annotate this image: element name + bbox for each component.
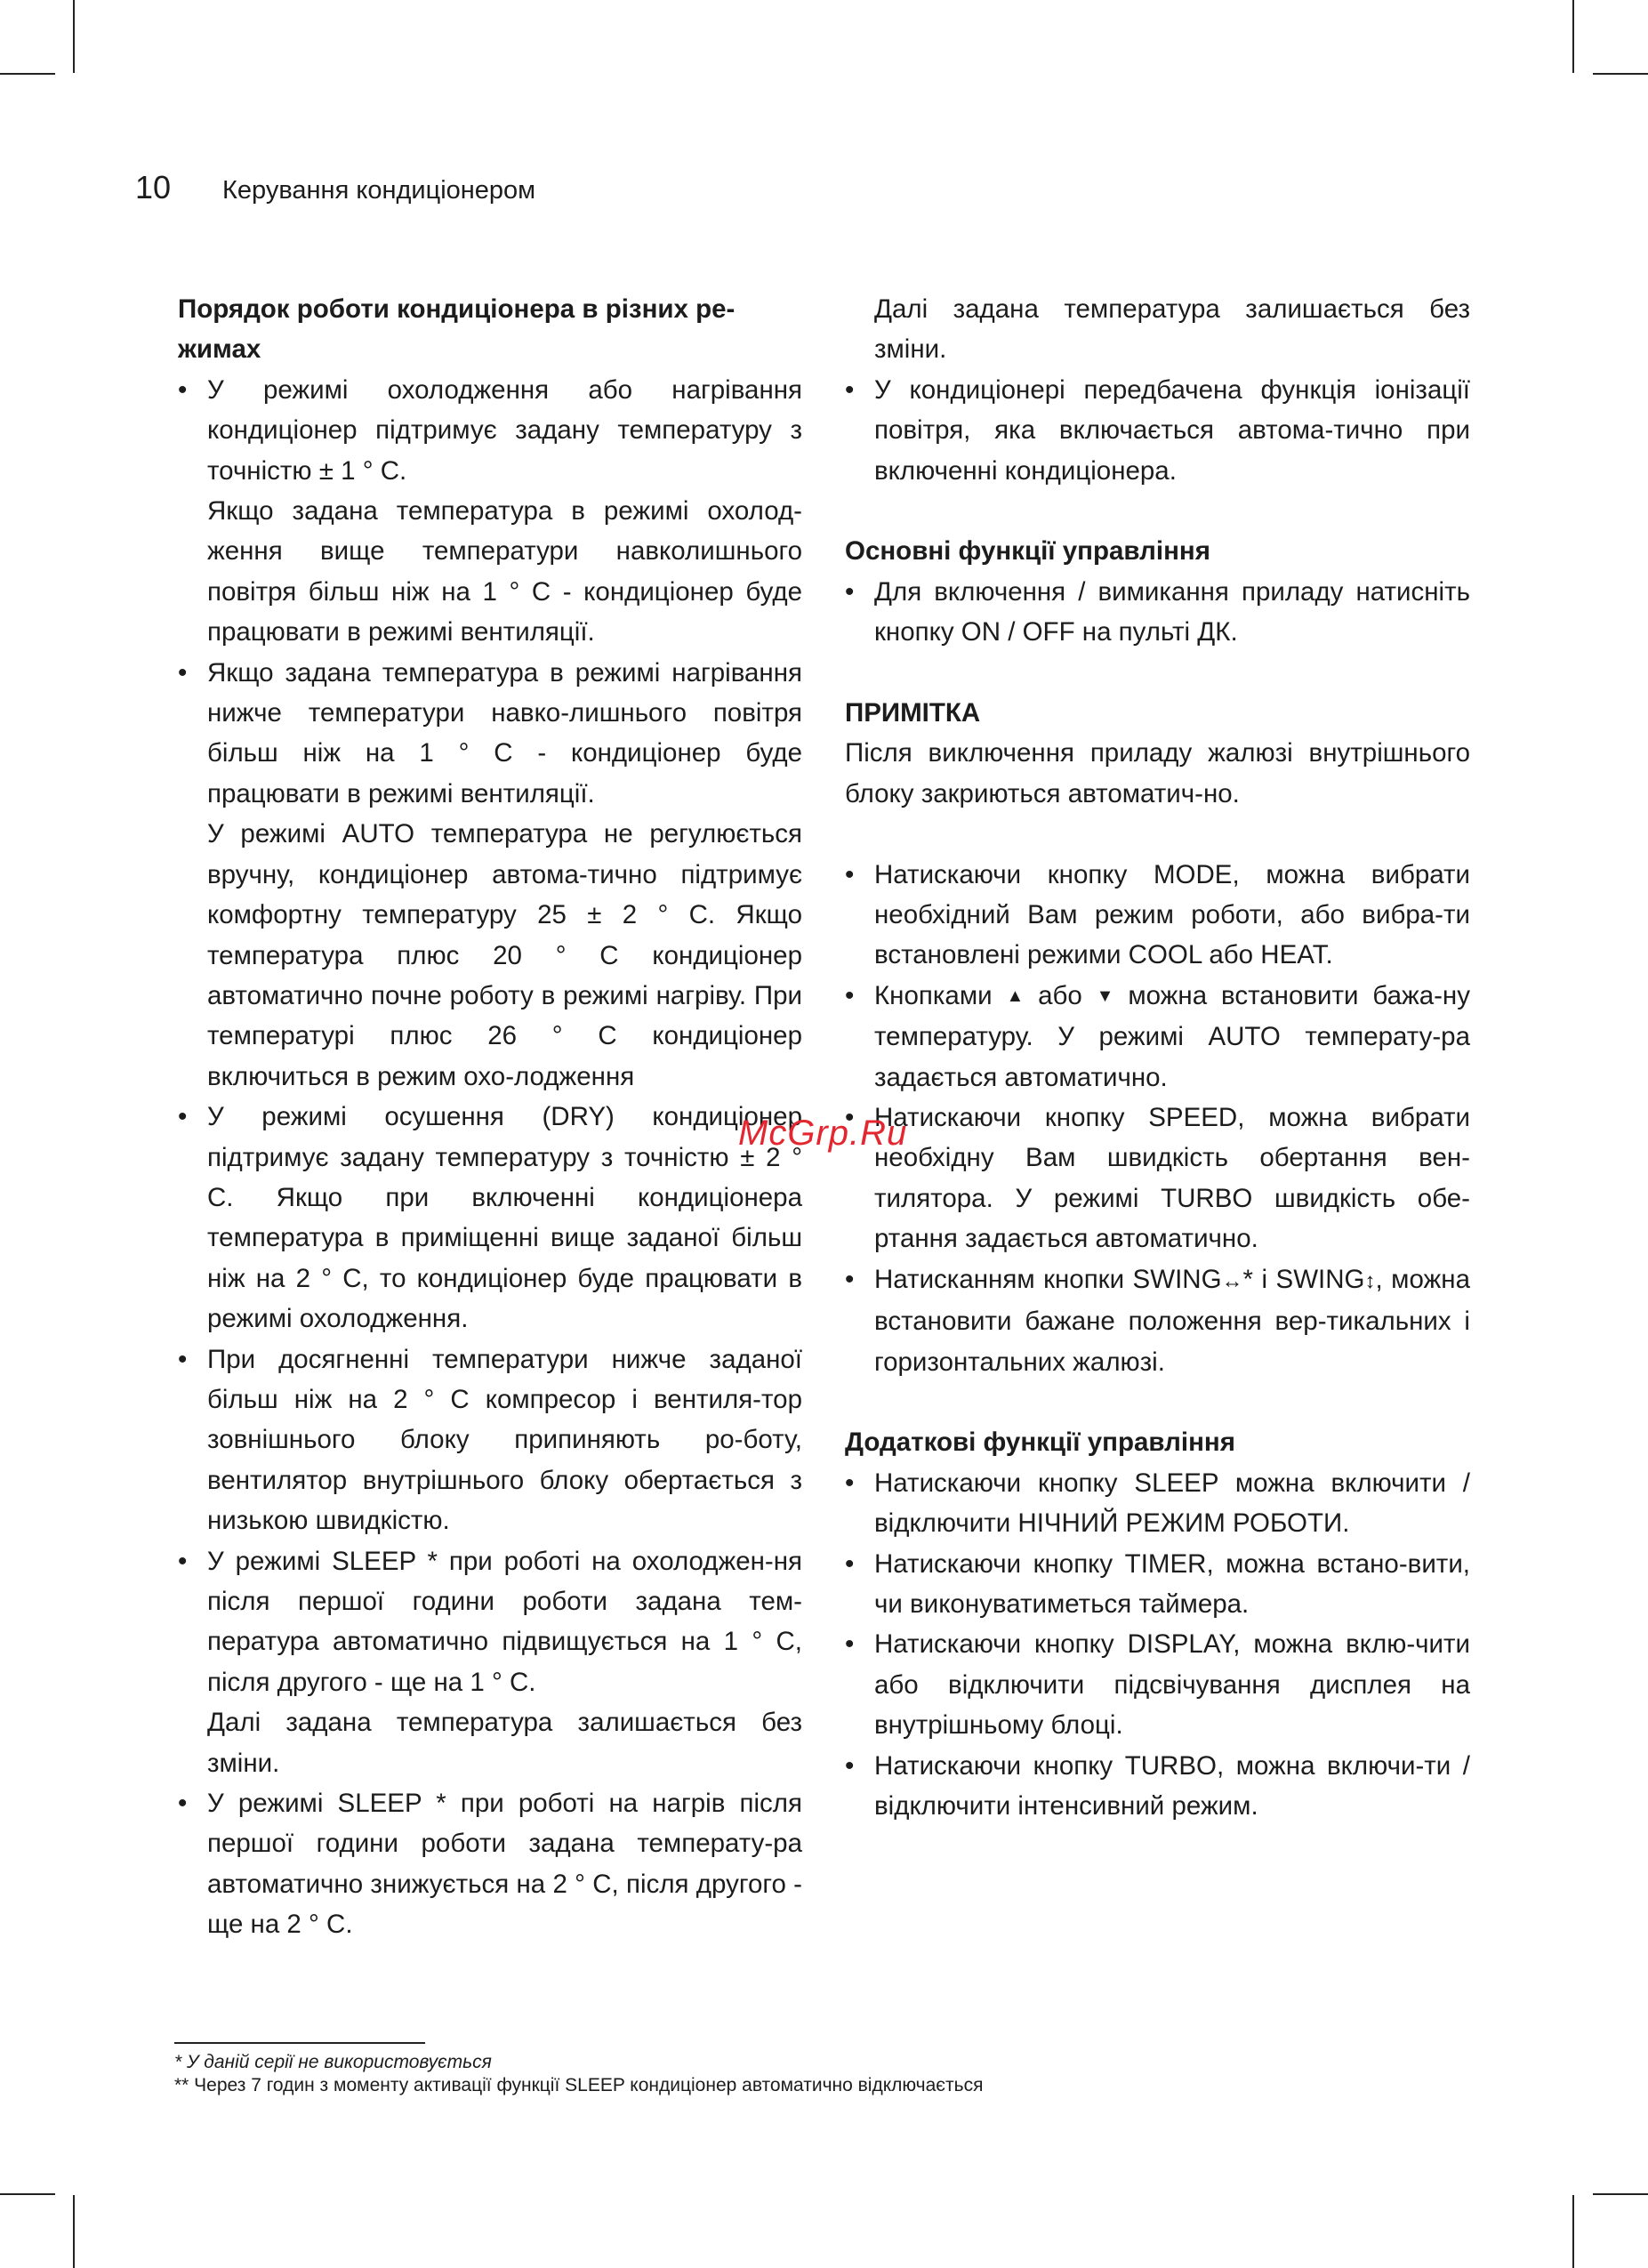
list-item-extra: Далі задана температура залишається без зміни. — [207, 1708, 802, 1778]
right-column — [845, 289, 1470, 1826]
list-item: • Натискаючи кнопку TIMER, можна встано-вити, чи виконуватиметься таймера. — [845, 1544, 1470, 1625]
additional-functions-list — [845, 1463, 1470, 1827]
controls-list — [845, 855, 1470, 1382]
crop-mark — [1572, 0, 1574, 73]
list-item-text: * і SWING — [1242, 1264, 1365, 1294]
list-item: • Натискаючи кнопку MODE, можна вибрати необхідний Вам режим роботи, або вибра-ти встановлені режими COOL або HEAT. — [845, 855, 1470, 976]
section-heading-modes: Порядок роботи кондиціонера в різних ре-жимах — [178, 294, 736, 365]
list-item-text: Натисканням кнопки SWING — [874, 1264, 1222, 1294]
list-item: • У кондиціонері передбачена функція іонізації повітря, яка включається автома-тично при включенні кондиціонера. — [845, 370, 1470, 491]
list-item: • Натискаючи кнопку SLEEP можна включити / відключити НІЧНИЙ РЕЖИМ РОБОТИ. — [845, 1463, 1470, 1544]
list-item-extra: Якщо задана температура в режимі охолод-ження вище температури навколишнього повітря більш ніж на 1 ° С - кондиціонер буде працювати в режимі вентиляції. — [207, 496, 802, 647]
list-item: • Натискаючи кнопку SPEED, можна вибрати необхідну Вам швидкість обертання вен-тилятора. У режимі TURBO швидкість обе-ртання задається автоматично. — [845, 1098, 1470, 1259]
list-item-text: У режимі охолодження або нагрівання кондиціонер підтримує задану температуру з точністю ± 1 ° С. — [207, 374, 802, 486]
crop-mark — [0, 73, 55, 75]
running-title: Керування кондиціонером — [222, 176, 536, 205]
list-item — [845, 1259, 1470, 1382]
up-arrow-icon: ▲ — [1006, 985, 1025, 1006]
footnote-1: * У даній серії не використовується — [174, 2052, 492, 2072]
left-column — [178, 289, 802, 1945]
list-item-text: У режимі SLEEP * при роботі на нагрів після першої години роботи задана температу-ра автоматично знижується на 2 ° С, після другого - ще на 2 ° С. — [207, 1789, 802, 1940]
list-item-text: можна встановити бажа-ну температуру. У режимі AUTO температу-ра задається автоматично. — [874, 980, 1470, 1092]
swing-vertical-icon: ↕ — [1364, 1268, 1376, 1293]
list-item — [178, 1541, 802, 1783]
list-item: • Для включення / вимикання приладу натисніть кнопку ON / OFF на пульті ДК. — [845, 572, 1470, 653]
section-heading-basic: Основні функції управління — [845, 536, 1210, 567]
footnotes — [174, 2051, 983, 2097]
list-item-text: Якщо задана температура в режимі нагрівання нижче температури навко-лишнього повітря більш ніж на 1 ° С - кондиціонер буде працювати в режимі вентиляції. — [207, 657, 802, 808]
footnote-2: ** Через 7 годин з моменту активації функції SLEEP кондиціонер автоматично відключається — [174, 2075, 984, 2095]
crop-mark — [1572, 2195, 1574, 2268]
list-item: • Натискаючи кнопку DISPLAY, можна вклю-чити або відключити підсвічування дисплея на внутрішньому блоці. — [845, 1624, 1470, 1745]
list-item — [178, 1783, 802, 1945]
down-arrow-icon: ▼ — [1096, 985, 1114, 1006]
crop-mark — [73, 0, 75, 73]
crop-mark — [0, 2193, 55, 2195]
continuation-paragraph: Далі задана температура залишається без зміни. — [874, 294, 1470, 365]
list-item — [178, 370, 802, 653]
list-item-text: При досягненні температури нижче заданої більш ніж на 2 ° С компресор і вентиля-тор зовнішнього блоку припиняють ро-боту, вентилятор внутрішнього блоку обертається з низькою швидкістю. — [207, 1344, 802, 1536]
swing-horizontal-icon: ↔ — [1221, 1268, 1243, 1293]
list-item-text: У режимі SLEEP * при роботі на охолоджен-ня після першої години роботи задана тем-пература автоматично підвищується на 1 ° С, після другого - ще на 1 ° С. — [207, 1546, 802, 1697]
note-text: Після виключення приладу жалюзі внутрішнього блоку закриються автоматич-но. — [845, 738, 1470, 808]
modes-list — [178, 370, 802, 1945]
ionization-list — [845, 370, 1470, 491]
list-item — [178, 653, 802, 1097]
page-header — [135, 169, 535, 206]
list-item — [845, 976, 1470, 1098]
footnote-divider — [174, 2042, 425, 2044]
note-heading: ПРИМІТКА — [845, 698, 981, 728]
list-item: • Натискаючи кнопку TURBO, можна включи-ти / відключити інтенсивний режим. — [845, 1746, 1470, 1827]
list-item-text: або — [1038, 980, 1082, 1010]
list-item-text: У режимі осушення (DRY) кондиціонер підтримує задану температуру з точністю ± 2 ° С. Якщо при включенні кондиціонера температура в приміщенні вище заданої більш ніж на 2 ° С, то кондиціонер буде працювати в режимі охолодження. — [207, 1102, 802, 1334]
crop-mark — [73, 2195, 75, 2268]
basic-functions-list — [845, 572, 1470, 653]
watermark: McGrp.Ru — [738, 1114, 908, 1153]
list-item-extra: У режимі AUTO температура не регулюється вручну, кондиціонер автома-тично підтримує комфортну температуру 25 ± 2 ° С. Якщо температура плюс 20 ° С кондиціонер автоматично почне роботу в режимі нагріву. При температурі плюс 26 ° С кондиціонер включиться в режим охо-лодження — [207, 819, 802, 1091]
list-item — [178, 1339, 802, 1541]
section-heading-additional: Додаткові функції управління — [845, 1428, 1235, 1458]
list-item-text: , можна встановити бажане положення вер-тикальних і горизонтальних жалюзі. — [874, 1264, 1470, 1377]
list-item-text: Кнопками — [874, 980, 993, 1010]
list-item — [178, 1097, 802, 1339]
page-number: 10 — [135, 169, 172, 205]
crop-mark — [1593, 2193, 1648, 2195]
crop-mark — [1593, 73, 1648, 75]
